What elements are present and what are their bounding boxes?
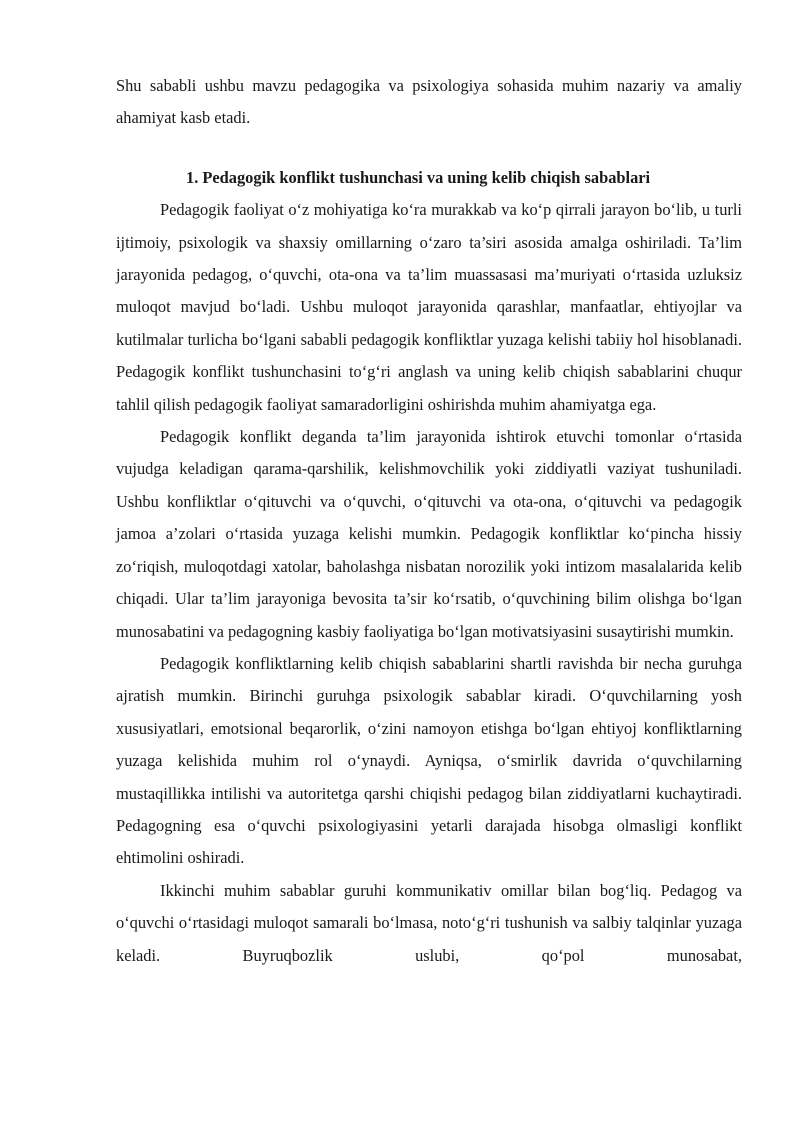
body-paragraph-4: Ikkinchi muhim sabablar guruhi kommunikativ omillar bilan bog‘liq. Pedagog va o‘quvchi o‘rtasidagi muloqot samarali bo‘lmasa, noto‘g‘ri tushunish va salbiy talqinlar yuzaga keladi. Buyruqbozlik uslubi, qo‘pol munosabat,	[116, 880, 742, 965]
body-paragraph-1: Pedagogik faoliyat o‘z mohiyatiga ko‘ra murakkab va ko‘p qirrali jarayon bo‘lib, u turli ijtimoiy, psixologik va shaxsiy omillarning o‘zaro ta’siri asosida amalga oshiriladi. Ta’lim jarayonida pedagog, o‘quvchi, ota-ona va ta’lim muassasasi ma’muriyati o‘rtasida uzluksiz muloqot mavjud bo‘ladi. Ushbu muloqot jarayonida qarashlar, manfaatlar, ehtiyojlar va kutilmalar turlicha bo‘lgani sababli pedagogik konfliktlar yuzaga kelishi tabiiy hol hisoblanadi. Pedagogik konflikt tushunchasini to‘g‘ri anglash va uning kelib chiqish sabablarini chuqur tahlil qilish pedagogik faoliyat samaradorligini oshirishda muhim ahamiyatga ega.	[116, 200, 742, 414]
body-paragraph-3: Pedagogik konfliktlarning kelib chiqish sabablarini shartli ravishda bir necha guruhga ajratish mumkin. Birinchi guruhga psixologik sabablar kiradi. O‘quvchilarning yosh xususiyatlari, emotsional beqarorlik, o‘zini namoyon etishga bo‘lgan ehtiyoj konfliktlarning yuzaga kelishida muhim rol o‘ynaydi. Ayniqsa, o‘smirlik davrida o‘quvchilarning mustaqillikka intilishi va autoritetga qarshi chiqishi pedagog bilan ziddiyatlarni kuchaytiradi. Pedagogning esa o‘quvchi psixologiyasini yetarli darajada hisobga olmasligi konflikt ehtimolini oshiradi.	[116, 653, 742, 868]
section-heading: 1. Pedagogik konflikt tushunchasi va uning kelib chiqish sabablari	[186, 167, 651, 187]
paragraph-spacer	[116, 135, 742, 162]
intro-paragraph: Shu sababli ushbu mavzu pedagogika va psixologiya sohasida muhim nazariy va amaliy ahamiyat kasb etadi.	[116, 76, 742, 128]
body-paragraph-2: Pedagogik konflikt deganda ta’lim jarayonida ishtirok etuvchi tomonlar o‘rtasida vujudga keladigan qarama-qarshilik, kelishmovchilik yoki ziddiyatli vaziyat tushuniladi. Ushbu konfliktlar o‘qituvchi va o‘quvchi, o‘qituvchi va ota-ona, o‘qituvchi va pedagogik jamoa a’zolari o‘rtasida yuzaga kelishi mumkin. Pedagogik konfliktlar ko‘pincha hissiy zo‘riqish, muloqotdagi xatolar, baholashga nisbatan norozilik yoki intizom masalalarida kelib chiqadi. Ular ta’lim jarayoniga bevosita ta’sir ko‘rsatib, o‘quvchining bilim olishga bo‘lgan munosabatini va pedagogning kasbiy faoliyatiga bo‘lgan motivatsiyasini susaytirishi mumkin.	[116, 427, 742, 641]
document-page	[116, 70, 742, 972]
